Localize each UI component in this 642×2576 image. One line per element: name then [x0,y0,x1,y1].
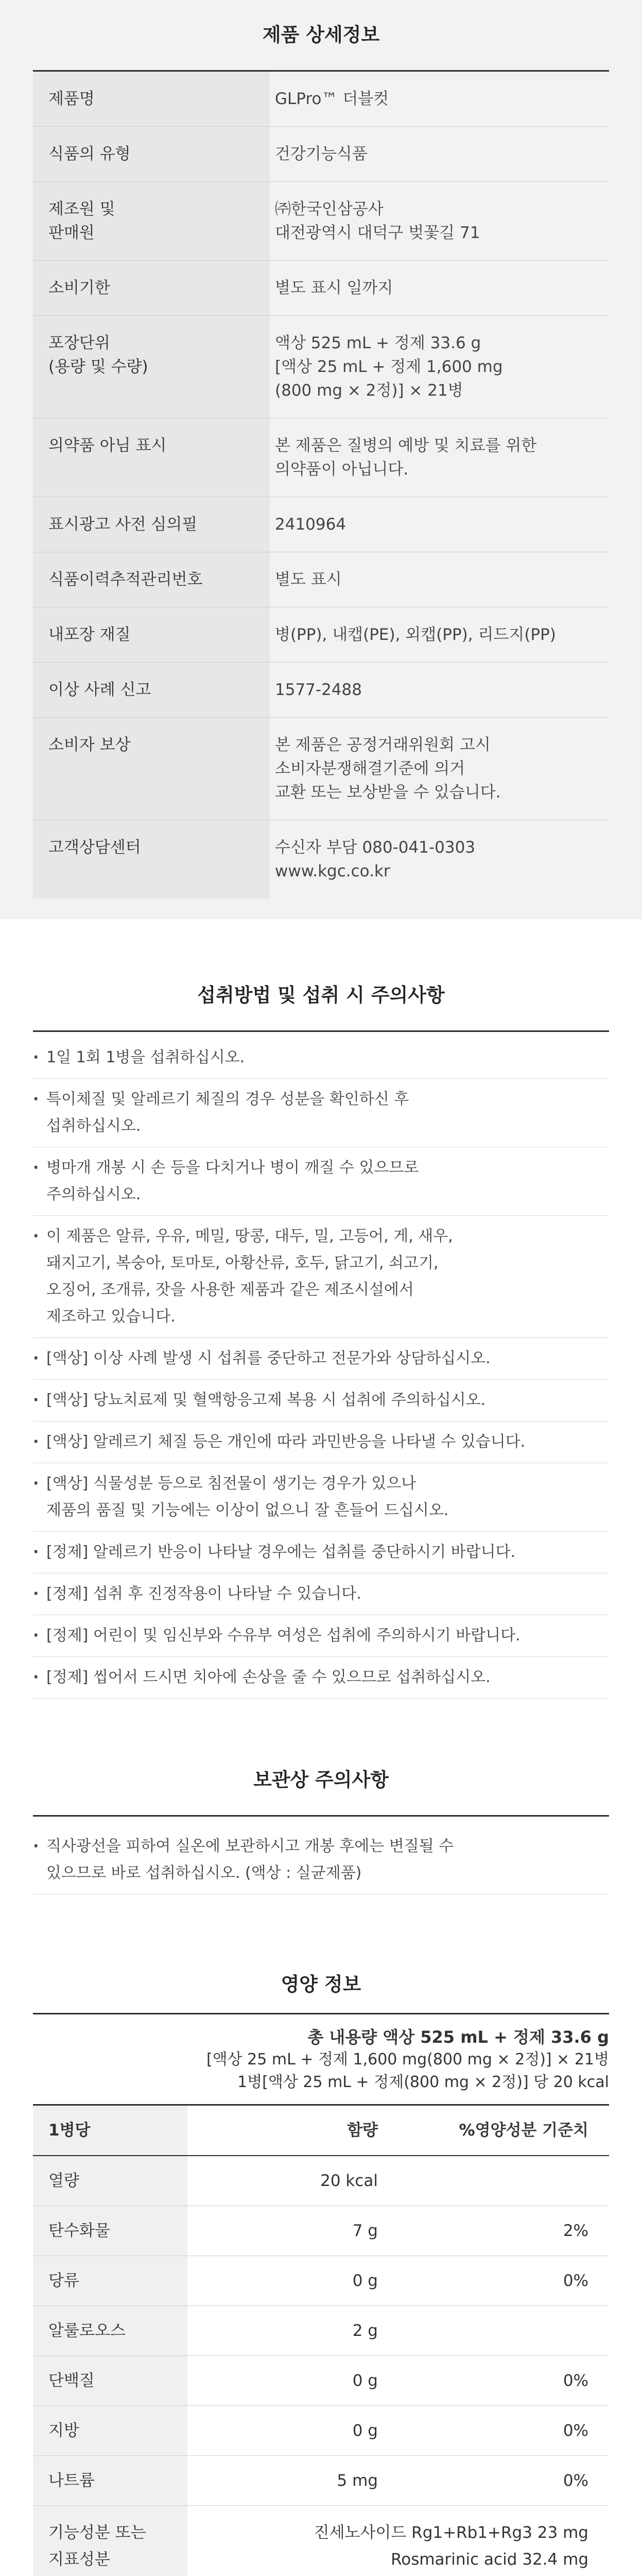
info-key: 고객상담센터 [33,820,270,899]
nutrient-name: 탄수화물 [33,2206,187,2256]
product-info-section [0,0,642,919]
info-row [33,316,609,418]
info-row [33,718,609,820]
nutrient-name: 열량 [33,2156,187,2206]
precaution-item: · [액상] 알레르기 체질 등은 개인에 따라 과민반응을 나타낼 수 있습니다. [33,1421,609,1463]
precaution-item: · 특이체질 및 알레르기 체질의 경우 성분을 확인하신 후 섭취하십시오. [33,1079,609,1147]
info-value: 2410964 [275,515,346,534]
nutrient-percent: 0% [563,2471,588,2490]
nutrient-percent [388,2156,609,2206]
storage-section [0,1745,642,1915]
nutrient-percent: 0% [563,2272,588,2290]
storage-list [0,1817,642,1915]
header-amount: 함량 [347,2121,378,2140]
functional-name: 기능성분 또는 지표성분 [33,2506,187,2576]
info-key: 소비자 보상 [33,718,270,820]
nutrition-line3: 1병[액상 25 mL + 정제(800 mg × 2정)] 당 20 kcal [237,2073,609,2091]
nutrition-total: 총 내용량 액상 525 mL + 정제 33.6 g [307,2027,609,2047]
info-value: 별도 표시 [275,570,342,589]
info-key: 식품이력추적관리번호 [33,552,270,607]
info-row [33,552,609,607]
nutrition-row [33,2206,609,2256]
nutrient-name: 지방 [33,2406,187,2455]
nutrient-percent: 0% [563,2421,588,2440]
nutrient-amount: 20 kcal [320,2172,378,2190]
nutrient-amount: 7 g [352,2222,378,2240]
nutrient-amount: 2 g [352,2321,378,2340]
info-row [33,497,609,552]
precaution-item: · [정제] 섭취 후 진정작용이 나타날 수 있습니다. [33,1573,609,1615]
precaution-item: · [액상] 식물성분 등으로 침전물이 생기는 경우가 있으나 제품의 품질 및 기능에는 이상이 없으니 잘 흔들어 드십시오. [33,1463,609,1532]
info-key: 이상 사례 신고 [33,663,270,717]
nutrient-name: 알룰로오스 [33,2306,187,2355]
info-row [33,127,609,182]
nutrition-row [33,2356,609,2406]
info-value: 본 제품은 질병의 예방 및 치료를 위한 의약품이 아닙니다. [275,436,537,479]
info-value: GLPro™ 더블컷 [275,90,389,108]
nutrition-title: 영양 정보 [281,1973,361,1995]
nutrient-name: 당류 [33,2256,187,2306]
nutrient-amount: 0 g [352,2421,378,2440]
nutrition-header-row [33,2106,609,2156]
info-value: 액상 525 mL + 정제 33.6 g [액상 25 mL + 정제 1,600 mg (800 mg × 2정)] × 21병 [275,334,503,400]
functional-values: 진세노사이드 Rg1+Rb1+Rg3 23 mg Rosmarinic acid 32.4 mg [314,2523,588,2569]
precaution-item: · [정제] 알레르기 반응이 나타날 경우에는 섭취를 중단하시기 바랍니다. [33,1532,609,1573]
nutrition-line2: [액상 25 mL + 정제 1,600 mg(800 mg × 2정)] × 21병 [206,2050,609,2069]
precaution-item: · [액상] 이상 사례 발생 시 섭취를 중단하고 전문가와 상담하십시오. [33,1338,609,1380]
nutrient-percent: 0% [563,2371,588,2390]
precaution-item: · [정제] 어린이 및 임신부와 수유부 여성은 섭취에 주의하시기 바랍니다. [33,1615,609,1657]
info-row [33,418,609,497]
nutrient-name: 단백질 [33,2356,187,2405]
info-row [33,72,609,127]
info-value: ㈜한국인삼공사 대전광역시 대덕구 벚꽃길 71 [275,200,480,242]
nutrition-summary [33,2014,609,2106]
nutrition-row [33,2456,609,2506]
info-key: 식품의 유형 [33,127,270,181]
info-value: 본 제품은 공정거래위원회 고시 소비자분쟁해결기준에 의거 교환 또는 보상받을 수 있습니다. [275,736,501,802]
precaution-item: · [정제] 씹어서 드시면 치아에 손상을 줄 수 있으므로 섭취하십시오. [33,1657,609,1699]
info-row [33,261,609,316]
info-row [33,663,609,718]
info-value: 병(PP), 내캡(PE), 외캡(PP), 리드지(PP) [275,625,556,644]
nutrient-amount: 0 g [352,2371,378,2390]
header-daily-value: %영양성분 기준치 [459,2121,588,2140]
info-value: 별도 표시 일까지 [275,279,393,297]
info-value: 1577-2488 [275,681,362,699]
nutrient-percent: 2% [563,2222,588,2240]
info-value: 수신자 부담 080-041-0303 www.kgc.co.kr [275,838,476,880]
nutrition-section [0,1956,642,2576]
nutrition-row [33,2306,609,2356]
info-key: 의약품 아님 표시 [33,418,270,497]
info-key: 포장단위 (용량 및 수량) [33,316,270,418]
storage-title: 보관상 주의사항 [33,1745,609,1817]
info-row [33,607,609,663]
precaution-item: · 1일 1회 1병을 섭취하십시오. [33,1037,609,1079]
nutrition-row [33,2256,609,2306]
info-key: 내포장 재질 [33,607,270,662]
functional-row [33,2506,609,2576]
info-key: 표시광고 사전 심의필 [33,497,270,552]
info-key: 제조원 및 판매원 [33,182,270,260]
precautions-title: 섭취방법 및 섭취 시 주의사항 [33,960,609,1032]
info-key: 제품명 [33,72,270,126]
precaution-item: · [액상] 당뇨치료제 및 혈액항응고제 복용 시 섭취에 주의하십시오. [33,1380,609,1421]
header-per-bottle: 1병당 [33,2106,187,2155]
nutrient-amount: 0 g [352,2272,378,2290]
storage-item: · 직사광선을 피하여 실온에 보관하시고 개봉 후에는 변질될 수 있으므로 바로 섭취하십시오. (액상 : 실균제품) [33,1826,609,1894]
nutrition-row [33,2156,609,2206]
info-row [33,820,609,899]
nutrient-amount: 5 mg [337,2471,378,2490]
product-info-table [33,72,609,899]
precautions-list [0,1032,642,1714]
precautions-section [0,960,642,1714]
nutrition-table [33,2106,609,2576]
nutrient-percent [388,2306,609,2355]
info-row [33,182,609,261]
product-info-title: 제품 상세정보 [33,0,609,72]
info-value: 건강기능식품 [275,145,368,163]
precaution-item: · 병마개 개봉 시 손 등을 다치거나 병이 깨질 수 있으므로 주의하십시오. [33,1147,609,1216]
precaution-item: · 이 제품은 알류, 우유, 메밀, 땅콩, 대두, 밀, 고등어, 게, 새우, 돼지고기, 복숭아, 토마토, 아황산류, 호두, 닭고기, 쇠고기, 오징어, 조개류, 잣을 사용한 제품과 같은 제조시설에서 제조하고 있습니다. [33,1216,609,1338]
info-key: 소비기한 [33,261,270,315]
nutrition-row [33,2406,609,2456]
nutrient-name: 나트륨 [33,2456,187,2505]
